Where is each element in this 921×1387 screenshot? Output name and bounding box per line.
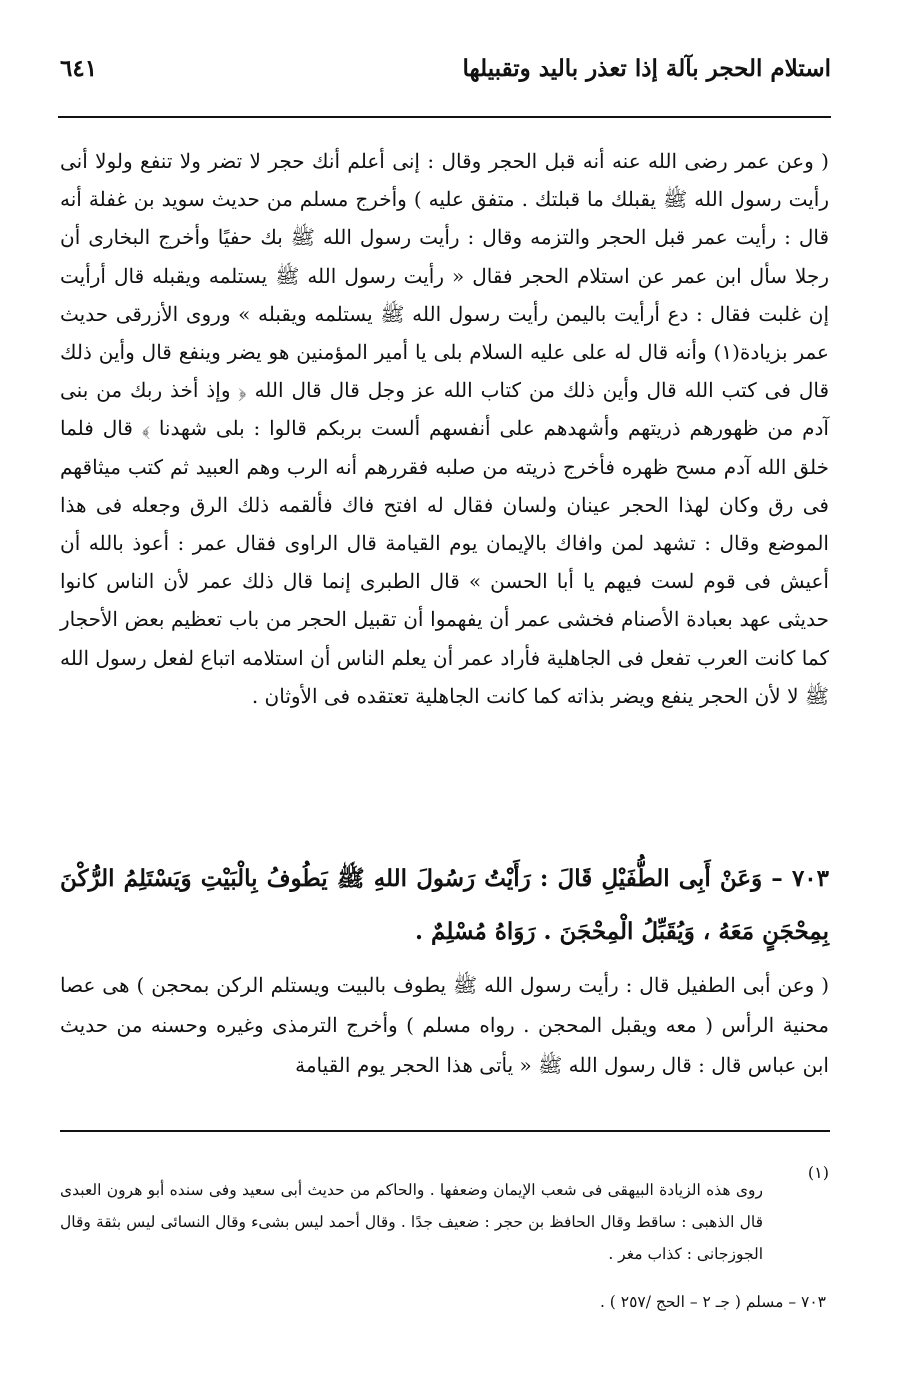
footnote-1: روى هذه الزيادة البيهقى فى شعب الإيمان وضعفها . والحاكم من حديث أبى سعيد وفى سنده أبو هرون العبدى قال الذهبى : ساقط وقال الحافظ بن حجر : ضعيف جدًا . وقال أحمد ليس بشىء وقال النسائى ليس بثقة وقال الجوزجانى : كذاب مغر . xyxy=(60,1180,763,1263)
running-header xyxy=(60,55,831,100)
page-number: ٦٤١ xyxy=(60,55,98,82)
commentary-paragraph-1: ( وعن عمر رضى الله عنه أنه قبل الحجر وقال : إنى أعلم أنك حجر لا تضر ولا تنفع ولولا أنى رأيت رسول الله ﷺ يقبلك ما قبلتك . متفق عليه ) وأخرج مسلم من حديث سويد بن غفلة أنه قال : رأيت عمر قبل الحجر والتزمه وقال : رأيت رسول الله ﷺ بك حفيًا وأخرج البخارى أن رجلا سأل ابن عمر عن استلام الحجر فقال « رأيت رسول الله ﷺ يستلمه ويقبله قال أرأيت إن غلبت فقال : دع أرأيت باليمن رأيت رسول الله ﷺ يستلمه ويقبله » وروى الأزرقى حديث عمر بزيادة(١) وأنه قال له على عليه السلام بلى يا أمير المؤمنين هو يضر وينفع قال وأين ذلك قال فى كتب الله قال وأين ذلك من كتاب الله عز وجل قال قال الله ﴿ وإذ أخذ ربك من بنى آدم من ظهورهم ذريتهم وأشهدهم على أنفسهم ألست بربكم قالوا : بلى شهدنا ﴾ قال فلما خلق الله آدم مسح ظهره فأخرج ذريته من صلبه فقررهم أنه الرب وهم العبيد ثم كتب ميثاقهم فى رق وكان لهذا الحجر عينان ولسان فقال له افتح فاك فألقمه ذلك الرق وجعله فى هذا الموضع وقال : تشهد لمن وافاك بالإيمان يوم القيامة قال الراوى فقال عمر : أعوذ بالله أن أعيش فى قوم لست فيهم يا أبا الحسن » قال الطبرى إنما قال ذلك عمر لأن الناس كانوا حديثى عهد بعبادة الأصنام فخشى عمر أن يفهموا أن تقبيل الحجر من باب تعظيم بعض الأحجار كما كانت العرب تفعل فى الجاهلية فأراد عمر أن يعلم الناس أن استلامه اتباع لفعل رسول الله ﷺ لا لأن الحجر ينفع ويضر بذاته كما كانت الجاهلية تعتقده فى الأوثان . xyxy=(60,149,829,708)
hadith-703: ٧٠٣ – وَعَنْ أَبِى الطُّفَيْلِ قَالَ : رَأَيْتُ رَسُولَ اللهِ ﷺ يَطُوفُ بِالْبَيْتِ وَيَسْتَلِمُ الرُّكْنَ بِمِحْجَنٍ مَعَهُ ، وَيُقَبِّلُ الْمِحْجَنَ . رَوَاهُ مُسْلِمٌ . xyxy=(60,865,829,945)
commentary-paragraph-2: ( وعن أبى الطفيل قال : رأيت رسول الله ﷺ يطوف بالبيت ويستلم الركن بمحجن ) هى عصا محنية الرأس ( معه ويقبل المحجن . رواه مسلم ) وأخرج الترمذى وغيره وحسنه من حديث ابن عباس قال : قال رسول الله ﷺ « يأتى هذا الحجر يوم القيامة xyxy=(60,973,829,1077)
footnote-rule xyxy=(60,1130,830,1132)
running-title: استلام الحجر بآلة إذا تعذر باليد وتقبيلها xyxy=(462,55,831,82)
footnote-marker: (١) xyxy=(807,1163,829,1182)
footnote-703: ٧٠٣ – مسلم ( جـ ٢ – الحج /٢٥٧ ) . xyxy=(599,1292,826,1311)
header-rule xyxy=(58,116,831,118)
